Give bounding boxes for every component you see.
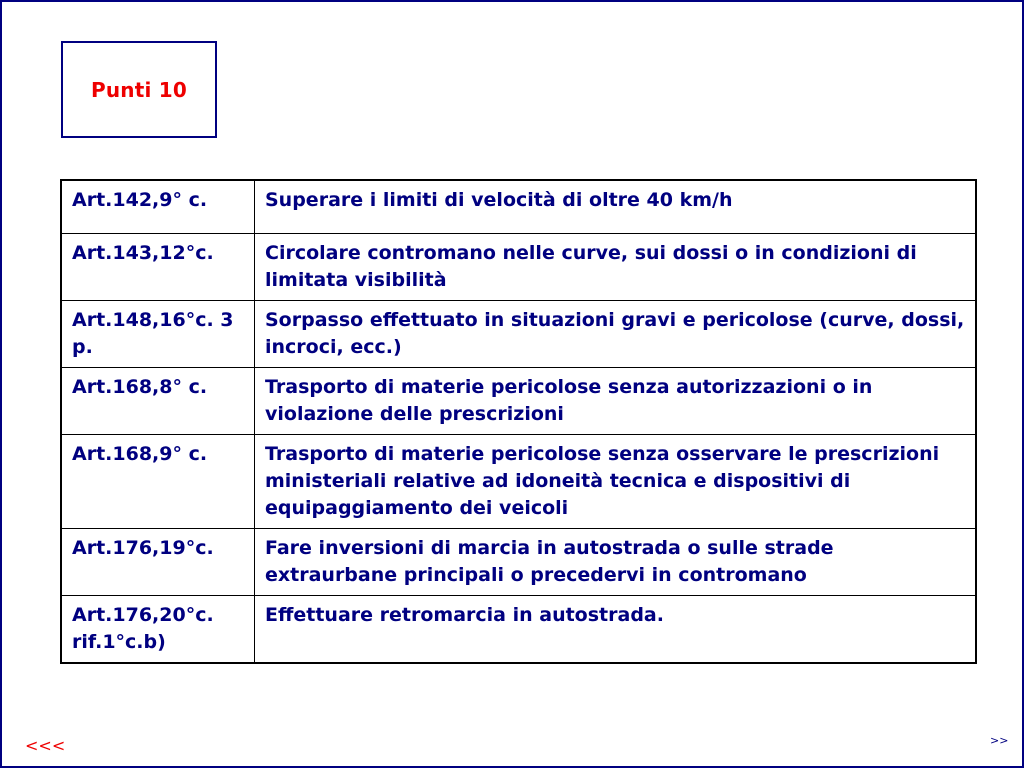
table-row — [61, 180, 976, 234]
violation-description: Superare i limiti di velocità di oltre 40 km/h — [255, 180, 977, 234]
article-code: Art.168,8° c. — [61, 368, 255, 435]
violation-description: Fare inversioni di marcia in autostrada o sulle strade extraurbane principali o precedervi in contromano — [255, 529, 977, 596]
points-label: Punti 10 — [91, 77, 187, 102]
violations-table — [60, 179, 977, 664]
article-code: Art.148,16°c. 3 p. — [61, 301, 255, 368]
table-row — [61, 301, 976, 368]
table-row — [61, 596, 976, 664]
table-row — [61, 234, 976, 301]
table-row — [61, 368, 976, 435]
article-code: Art.176,20°c. rif.1°c.b) — [61, 596, 255, 664]
next-slide-link[interactable]: >> — [990, 734, 1009, 747]
article-code: Art.176,19°c. — [61, 529, 255, 596]
table-row — [61, 435, 976, 529]
article-code: Art.168,9° c. — [61, 435, 255, 529]
previous-slide-link[interactable]: <<< — [25, 736, 66, 755]
violation-description: Trasporto di materie pericolose senza autorizzazioni o in violazione delle prescrizioni — [255, 368, 977, 435]
article-code: Art.142,9° c. — [61, 180, 255, 234]
violation-description: Sorpasso effettuato in situazioni gravi e pericolose (curve, dossi, incroci, ecc.) — [255, 301, 977, 368]
violation-description: Trasporto di materie pericolose senza osservare le prescrizioni ministeriali relative ad idoneità tecnica e dispositivi di equipaggiamento dei veicoli — [255, 435, 977, 529]
table-row — [61, 529, 976, 596]
violation-description: Effettuare retromarcia in autostrada. — [255, 596, 977, 664]
article-code: Art.143,12°c. — [61, 234, 255, 301]
violation-description: Circolare contromano nelle curve, sui dossi o in condizioni di limitata visibilità — [255, 234, 977, 301]
points-box — [61, 41, 217, 138]
